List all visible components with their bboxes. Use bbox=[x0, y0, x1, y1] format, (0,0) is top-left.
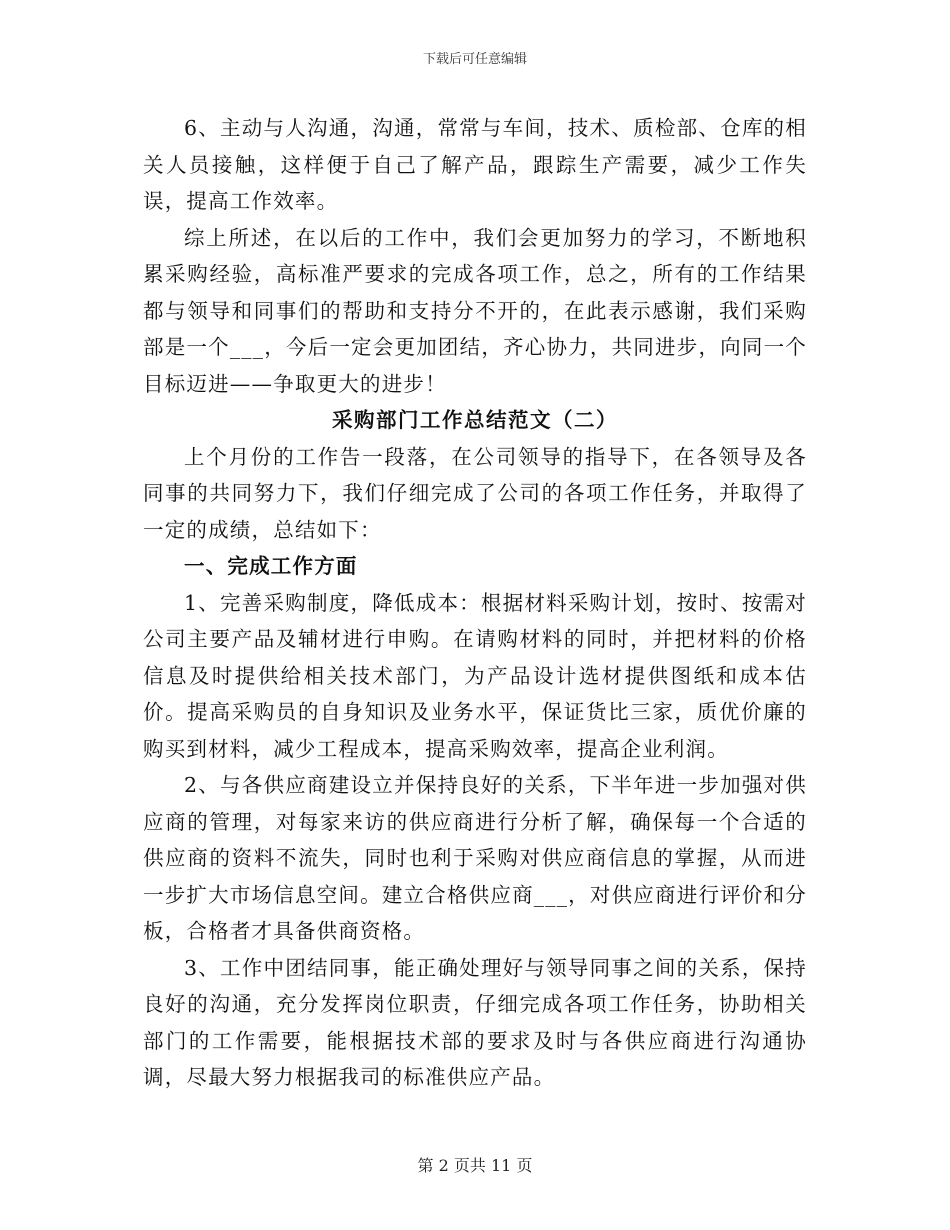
paragraph-item-1: 1、完善采购制度，降低成本：根据材料采购计划，按时、按需对公司主要产品及辅材进行申购。在请购材料的同时，并把材料的价格信息及时提供给相关技术部门，为产品设计选材提供图纸和成本估价。提高采购员的自身知识及业务水平，保证货比三家，质优价廉的购买到材料，减少工程成本，提高采购效率，提高企业利润。 bbox=[143, 590, 807, 761]
paragraph-summary: 综上所述，在以后的工作中，我们会更加努力的学习，不断地积累采购经验，高标准严要求的完成各项工作，总之，所有的工作结果都与领导和同事们的帮助和支持分不开的，在此表示感谢，我们采购部是一个___，今后一定会更加团结，齐心协力，共同进步，向同一个目标迈进——争取更大的进步！ bbox=[143, 225, 807, 396]
paragraph-item-2: 2、与各供应商建设立并保持良好的关系，下半年进一步加强对供应商的管理，对每家来访的供应商进行分析了解，确保每一个合适的供应商的资料不流失，同时也利于采购对供应商信息的掌握，从而进一步扩大市场信息空间。建立合格供应商___，对供应商进行评价和分板，合格者才具备供商资格。 bbox=[143, 773, 807, 943]
page-number: 第 2 页共 11 页 bbox=[417, 1156, 533, 1175]
document-body bbox=[143, 110, 807, 1096]
paragraph-intro: 上个月份的工作告一段落，在公司领导的指导下，在各领导及各同事的共同努力下，我们仔细完成了公司的各项工作任务，并取得了一定的成绩，总结如下： bbox=[143, 444, 807, 542]
page-header: 下载后可任意编辑 bbox=[422, 52, 527, 67]
document-title: 采购部门工作总结范文（二） bbox=[332, 408, 618, 432]
paragraph-item-3: 3、工作中团结同事，能正确处理好与领导同事之间的关系，保持良好的沟通，充分发挥岗位职责，仔细完成各项工作任务，协助相关部门的工作需要，能根据技术部的要求及时与各供应商进行沟通协调，尽最大努力根据我司的标准供应产品。 bbox=[143, 955, 807, 1089]
section-heading: 一、完成工作方面 bbox=[184, 554, 358, 578]
paragraph-item-6: 6、主动与人沟通，沟通，常常与车间，技术、质检部、仓库的相关人员接触，这样便于自己了解产品，跟踪生产需要，减少工作失误，提高工作效率。 bbox=[143, 116, 807, 213]
